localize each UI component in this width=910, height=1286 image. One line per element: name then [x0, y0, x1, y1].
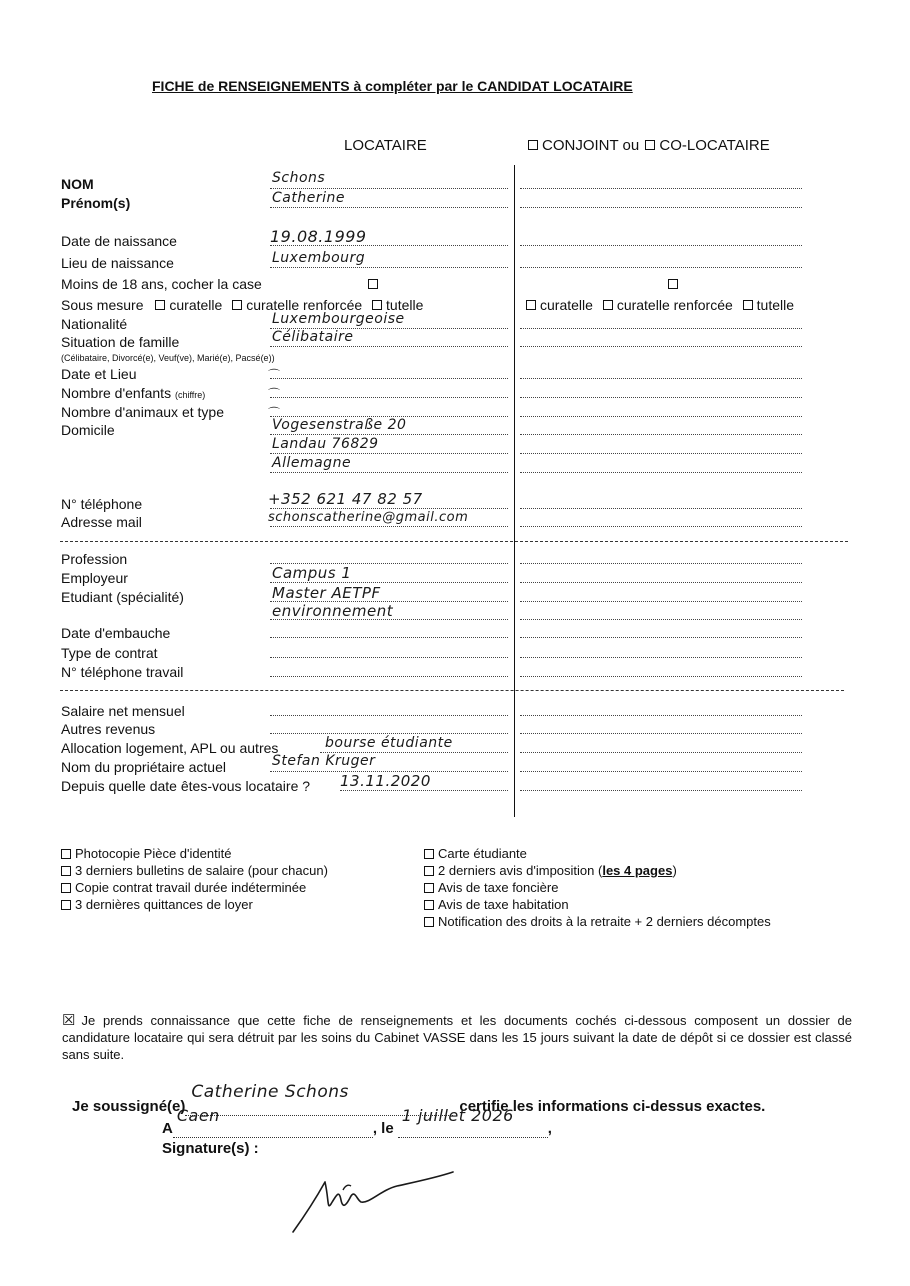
- curatelle-checkbox-conjoint[interactable]: [526, 300, 536, 310]
- doc-item[interactable]: Notification des droits à la retraite + 2 derniers décomptes: [424, 913, 771, 930]
- label-allocation: Allocation logement, APL ou autres: [61, 740, 279, 756]
- line-telephone-conjoint[interactable]: [520, 508, 802, 509]
- label-profession: Profession: [61, 551, 128, 567]
- value-depuis: 13.11.2020: [340, 772, 431, 790]
- doc-item[interactable]: 3 derniers bulletins de salaire (pour chacun): [61, 862, 328, 879]
- column-header-conjoint: CONJOINT ou CO-LOCATAIRE: [528, 137, 770, 154]
- label-proprietaire: Nom du propriétaire actuel: [61, 759, 226, 775]
- tutelle-checkbox[interactable]: [372, 300, 382, 310]
- line-enfants-conjoint[interactable]: [520, 397, 802, 398]
- value-situation: Célibataire: [272, 329, 354, 345]
- doc-checkbox: [61, 900, 71, 910]
- cert-name-field[interactable]: Catherine Schons: [185, 1098, 453, 1116]
- label-sous-mesure: Sous mesure curatelle curatelle renforcée tutelle: [61, 297, 424, 313]
- value-telephone: +352 621 47 82 57: [268, 490, 423, 508]
- value-allocation: bourse étudiante: [325, 735, 453, 751]
- label-moins-18: Moins de 18 ans, cocher la case: [61, 276, 262, 292]
- label-prenom: Prénom(s): [61, 195, 131, 211]
- dash-mark-animaux: ⌒: [268, 406, 281, 420]
- value-nom: Schons: [272, 170, 326, 186]
- cert-place-date: A Caen , le 1 juillet 2026 ,: [162, 1106, 552, 1137]
- doc-item[interactable]: 2 derniers avis d'imposition (les 4 pages): [424, 862, 771, 879]
- doc-checkbox: [424, 883, 434, 893]
- dash-mark-date-lieu: ⌒: [268, 368, 281, 382]
- documents-left-list: [61, 845, 328, 913]
- label-nombre-enfants: Nombre d'enfants (chiffre): [61, 385, 206, 401]
- line-nationalite-conjoint[interactable]: [520, 328, 802, 329]
- label-animaux: Nombre d'animaux et type: [61, 404, 224, 420]
- notice-paragraph: ☒ Je prends connaissance que cette fiche de renseignements et les documents cochés ci-dessous composent un dossier de candidature locataire qui sera détruit par les soins du Cabinet VASSE dans les 15 jours suivant la date de dépôt si ce dossier est classé sans suite.: [62, 1012, 852, 1062]
- value-etudiant-2: environnement: [272, 602, 394, 620]
- line-proprietaire-conjoint[interactable]: [520, 771, 802, 772]
- line-domicile-3-conjoint[interactable]: [520, 472, 802, 473]
- line-salaire-conjoint[interactable]: [520, 715, 802, 716]
- label-date-naissance: Date de naissance: [61, 233, 177, 249]
- line-domicile-1[interactable]: [270, 434, 508, 435]
- line-depuis[interactable]: [340, 790, 508, 791]
- line-type-contrat-conjoint[interactable]: [520, 657, 802, 658]
- documents-right-list: [424, 845, 771, 930]
- doc-item[interactable]: Avis de taxe habitation: [424, 896, 771, 913]
- label-autres-revenus: Autres revenus: [61, 721, 156, 737]
- line-lieu-naissance[interactable]: [270, 267, 508, 268]
- notice-checkbox[interactable]: ☒: [62, 1012, 76, 1029]
- sous-mesure-conjoint: curatelle curatelle renforcée tutelle: [526, 297, 794, 313]
- line-enfants[interactable]: [270, 397, 508, 398]
- doc-item[interactable]: 3 dernières quittances de loyer: [61, 896, 328, 913]
- doc-item[interactable]: Photocopie Pièce d'identité: [61, 845, 328, 862]
- line-situation[interactable]: [270, 346, 508, 347]
- line-situation-conjoint[interactable]: [520, 346, 802, 347]
- line-domicile-2[interactable]: [270, 453, 508, 454]
- line-tel-travail[interactable]: [270, 676, 508, 677]
- label-domicile: Domicile: [61, 422, 115, 438]
- line-date-lieu[interactable]: [270, 378, 508, 379]
- value-mail: schonscatherine@gmail.com: [268, 510, 469, 525]
- line-domicile-1-conjoint[interactable]: [520, 434, 802, 435]
- label-date-embauche: Date d'embauche: [61, 625, 171, 641]
- doc-checkbox: [424, 849, 434, 859]
- value-date-naissance: 19.08.1999: [270, 227, 367, 246]
- doc-item[interactable]: Avis de taxe foncière: [424, 879, 771, 896]
- moins-18-checkbox-locataire[interactable]: [368, 276, 382, 294]
- line-depuis-conjoint[interactable]: [520, 790, 802, 791]
- value-lieu-naissance: Luxembourg: [272, 250, 366, 266]
- line-domicile-2-conjoint[interactable]: [520, 453, 802, 454]
- doc-item[interactable]: Copie contrat travail durée indéterminée: [61, 879, 328, 896]
- dash-mark-enfants: ⌒: [268, 387, 281, 401]
- label-nom: NOM: [61, 176, 94, 192]
- line-profession-conjoint[interactable]: [520, 563, 802, 564]
- line-autres-revenus-conjoint[interactable]: [520, 733, 802, 734]
- label-nationalite: Nationalité: [61, 316, 128, 332]
- line-lieu-naissance-conjoint[interactable]: [520, 267, 802, 268]
- form-title: FICHE de RENSEIGNEMENTS à compléter par le CANDIDAT LOCATAIRE: [152, 78, 633, 94]
- value-prenom: Catherine: [272, 190, 345, 206]
- value-domicile-3: Allemagne: [272, 455, 352, 471]
- signature-label: Signature(s) :: [162, 1140, 259, 1157]
- curatelle-renforcee-checkbox-conjoint[interactable]: [603, 300, 613, 310]
- value-employeur: Campus 1: [272, 564, 352, 582]
- line-prenom-conjoint[interactable]: [520, 207, 802, 208]
- colocataire-checkbox[interactable]: [645, 140, 655, 150]
- label-depuis: Depuis quelle date êtes-vous locataire ?: [61, 778, 311, 794]
- label-salaire: Salaire net mensuel: [61, 703, 185, 719]
- line-prenom[interactable]: [270, 207, 508, 208]
- doc-checkbox: [61, 883, 71, 893]
- line-nom-conjoint[interactable]: [520, 188, 802, 189]
- cert-city-field[interactable]: Caen: [173, 1120, 373, 1138]
- line-tel-travail-conjoint[interactable]: [520, 676, 802, 677]
- curatelle-checkbox[interactable]: [155, 300, 165, 310]
- line-salaire[interactable]: [270, 715, 508, 716]
- curatelle-renforcee-checkbox[interactable]: [232, 300, 242, 310]
- label-type-contrat: Type de contrat: [61, 645, 158, 661]
- label-employeur: Employeur: [61, 570, 128, 586]
- line-date-embauche[interactable]: [270, 637, 508, 638]
- line-allocation-conjoint[interactable]: [520, 752, 802, 753]
- label-tel-travail: N° téléphone travail: [61, 664, 184, 680]
- doc-checkbox: [424, 866, 434, 876]
- conjoint-checkbox[interactable]: [528, 140, 538, 150]
- doc-checkbox: [61, 849, 71, 859]
- doc-item[interactable]: Carte étudiante: [424, 845, 771, 862]
- value-nationalite: Luxembourgeoise: [272, 311, 405, 327]
- cert-date-field[interactable]: 1 juillet 2026: [398, 1120, 548, 1138]
- label-situation-hint: (Célibataire, Divorcé(e), Veuf(ve), Marié(e), Pacsé(e)): [61, 353, 275, 363]
- label-etudiant: Etudiant (spécialité): [61, 589, 184, 605]
- cert-line: Je soussigné(e) Catherine Schons certifie les informations ci-dessus exactes.: [72, 1082, 766, 1115]
- doc-pages-emphasis: les 4 pages: [602, 863, 673, 878]
- doc-checkbox: [424, 917, 434, 927]
- handwritten-signature: [285, 1160, 465, 1240]
- line-type-contrat[interactable]: [270, 657, 508, 658]
- line-mail-conjoint[interactable]: [520, 526, 802, 527]
- line-employeur-conjoint[interactable]: [520, 582, 802, 583]
- tutelle-checkbox-conjoint[interactable]: [743, 300, 753, 310]
- label-date-lieu: Date et Lieu: [61, 366, 137, 382]
- line-domicile-3[interactable]: [270, 472, 508, 473]
- line-autres-revenus[interactable]: [270, 733, 508, 734]
- line-date-embauche-conjoint[interactable]: [520, 637, 802, 638]
- value-etudiant-1: Master AETPF: [272, 584, 381, 602]
- label-telephone: N° téléphone: [61, 496, 143, 512]
- column-divider: [514, 165, 515, 817]
- label-lieu-naissance: Lieu de naissance: [61, 255, 174, 271]
- value-domicile-1: Vogesenstraße 20: [272, 417, 407, 433]
- doc-checkbox: [61, 866, 71, 876]
- line-etudiant-2-conjoint[interactable]: [520, 619, 802, 620]
- line-telephone[interactable]: [270, 508, 508, 509]
- line-mail[interactable]: [270, 526, 508, 527]
- line-etudiant-1-conjoint[interactable]: [520, 601, 802, 602]
- section-separator-1: [60, 541, 848, 542]
- line-date-lieu-conjoint[interactable]: [520, 378, 802, 379]
- moins-18-checkbox-conjoint[interactable]: [668, 276, 682, 294]
- line-nom[interactable]: [270, 188, 508, 189]
- section-separator-2: [60, 690, 844, 691]
- label-adresse-mail: Adresse mail: [61, 514, 142, 530]
- label-situation-famille: Situation de famille: [61, 334, 180, 350]
- line-employeur[interactable]: [270, 582, 508, 583]
- value-domicile-2: Landau 76829: [272, 436, 379, 452]
- line-animaux-conjoint[interactable]: [520, 416, 802, 417]
- line-date-naissance-conjoint[interactable]: [520, 245, 802, 246]
- doc-checkbox: [424, 900, 434, 910]
- column-header-locataire: LOCATAIRE: [344, 137, 427, 154]
- value-proprietaire: Stefan Kruger: [272, 753, 376, 769]
